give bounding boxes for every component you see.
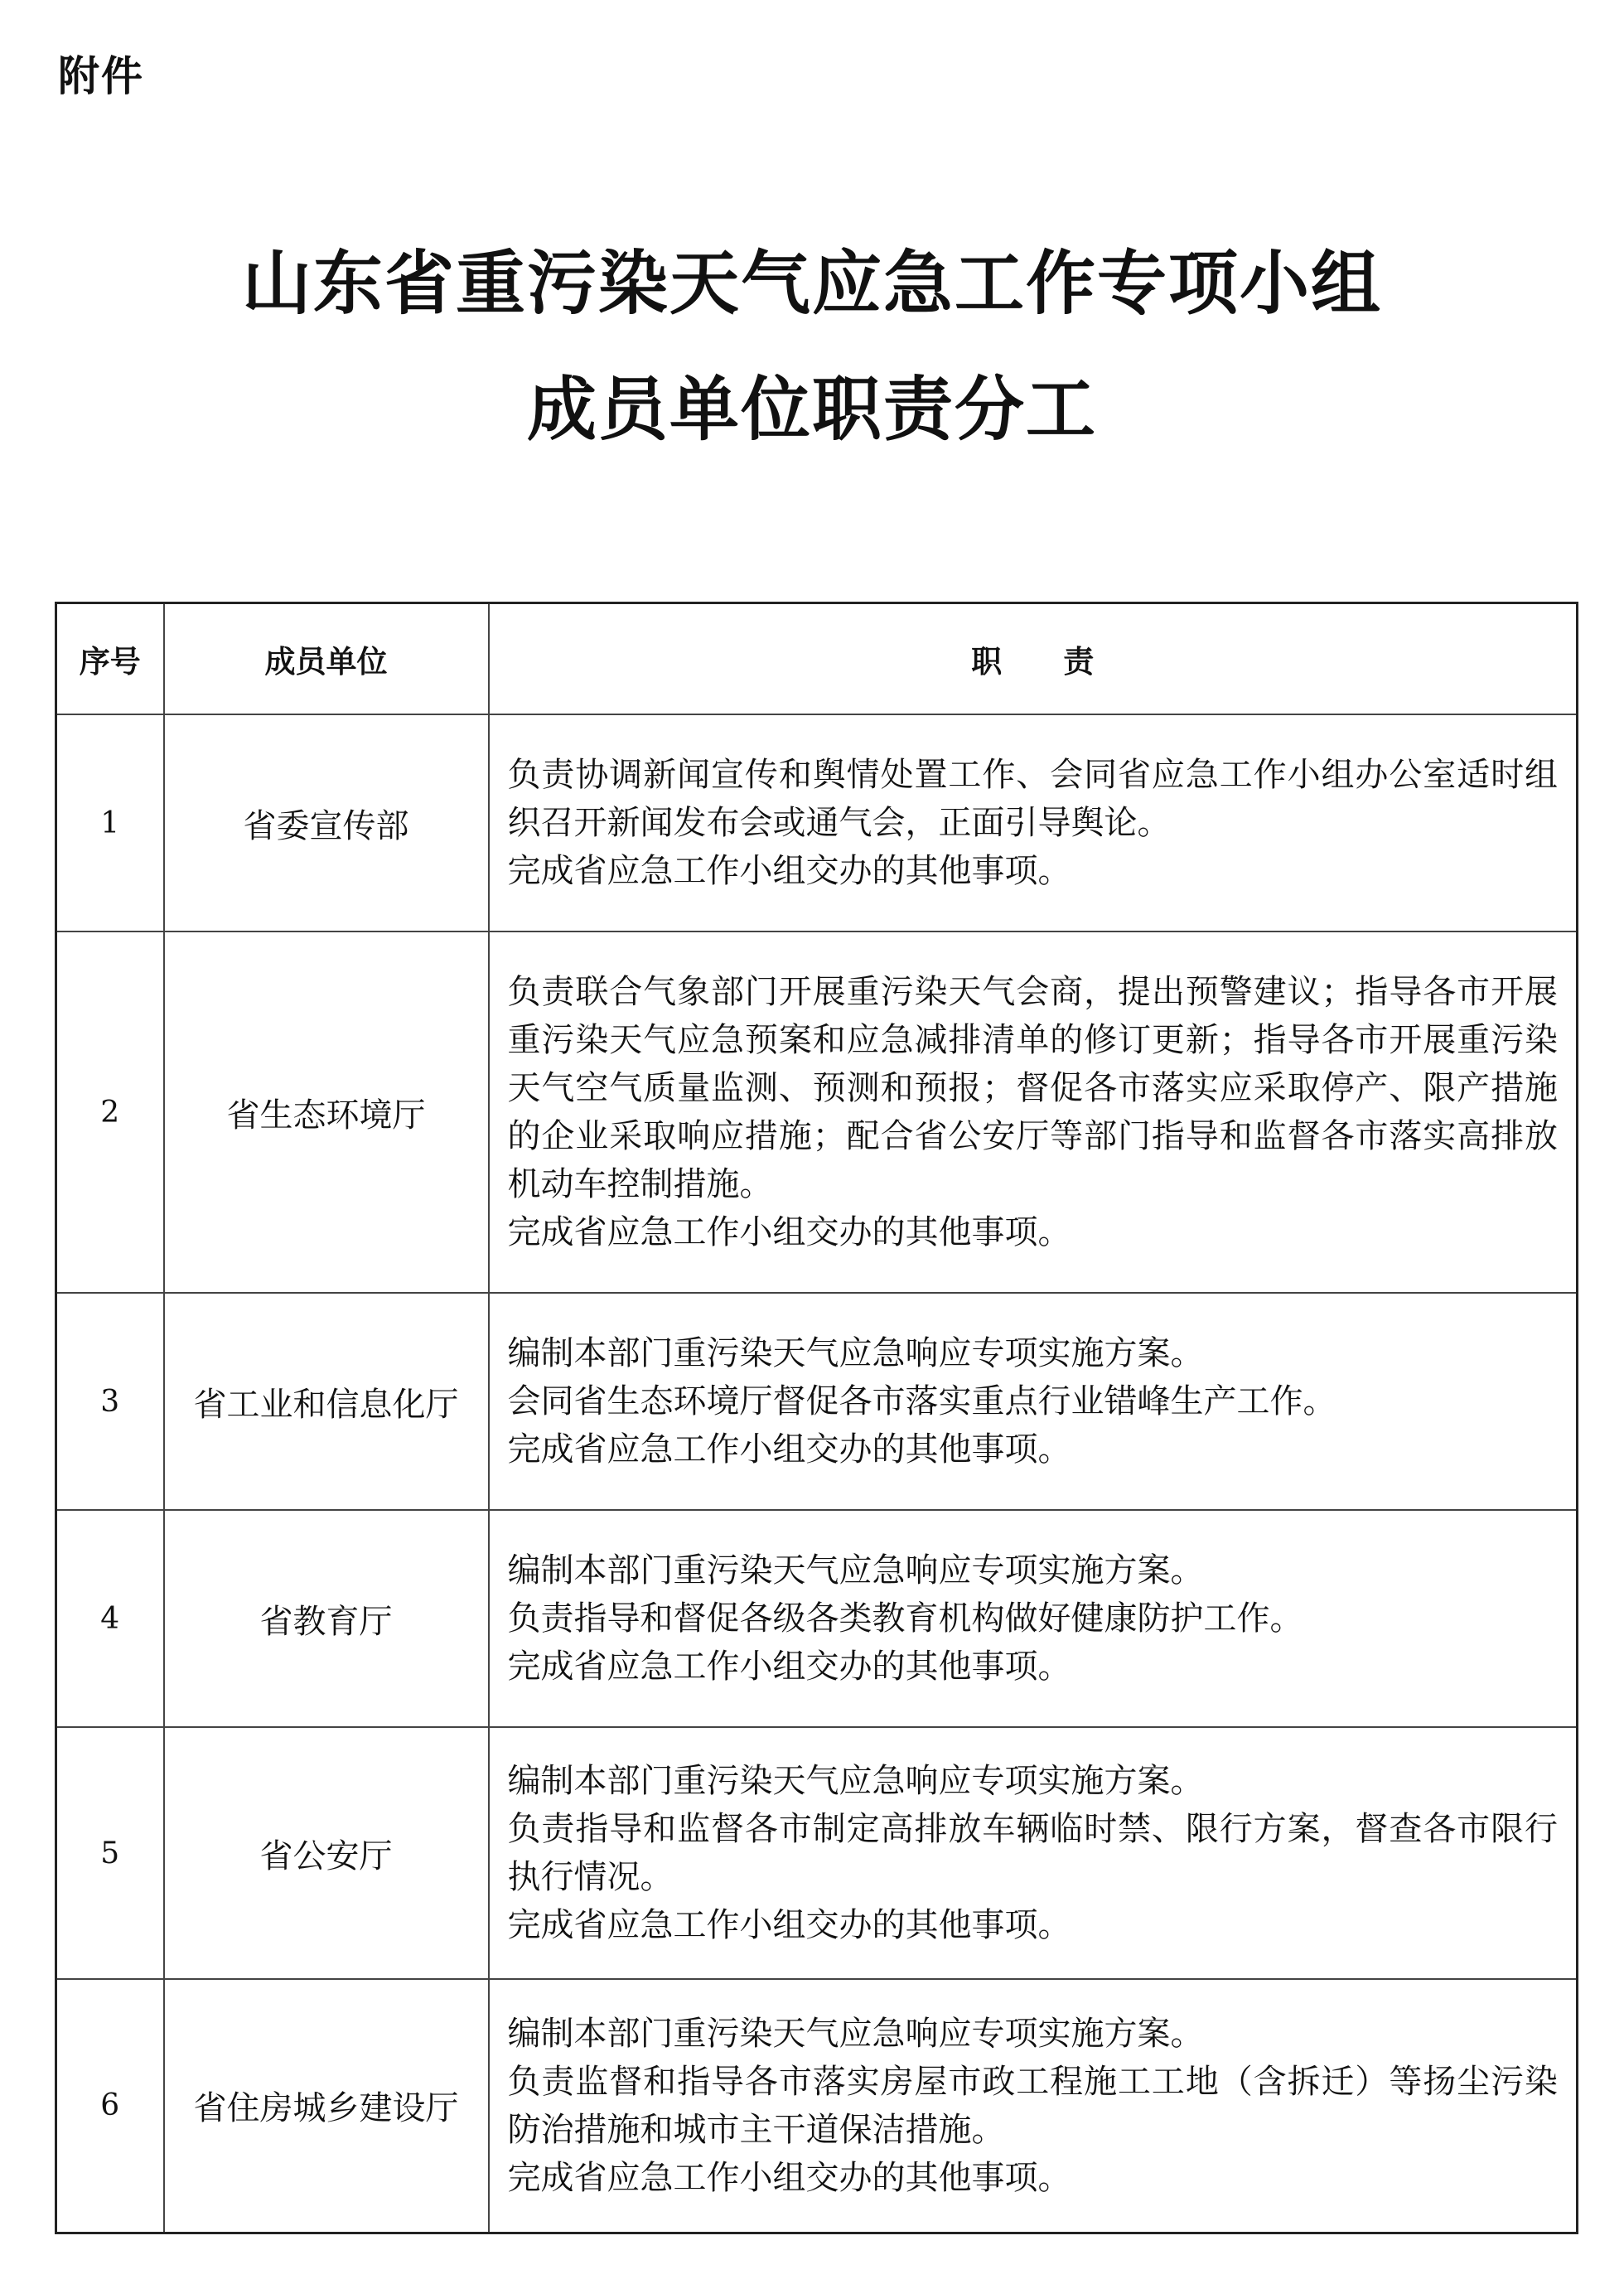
row-unit: 省委宣传部 bbox=[164, 714, 489, 932]
duty-line: 完成省应急工作小组交办的其他事项。 bbox=[507, 1648, 1071, 1686]
duty-table bbox=[55, 602, 1578, 2234]
row-unit: 省公安厅 bbox=[164, 1727, 489, 1979]
duty-line: 完成省应急工作小组交办的其他事项。 bbox=[507, 2158, 1071, 2197]
duty-line: 会同省生态环境厅督促各市落实重点行业错峰生产工作。 bbox=[507, 1382, 1336, 1420]
header-index: 序号 bbox=[56, 603, 164, 715]
row-duties bbox=[489, 1510, 1578, 1727]
row-index: 3 bbox=[56, 1293, 164, 1510]
table-row bbox=[56, 1510, 1578, 1727]
duty-line: 编制本部门重污染天气应急响应专项实施方案。 bbox=[507, 1762, 1204, 1800]
document-title-line-2: 成员单位职责分工 bbox=[526, 368, 1097, 450]
document-title-line-1: 山东省重污染天气应急工作专项小组 bbox=[241, 242, 1382, 324]
table-row bbox=[56, 1293, 1578, 1510]
row-duties bbox=[489, 1293, 1578, 1510]
duty-line: 负责联合气象部门开展重污染天气会商，提出预警建议；指导各市开展重污染天气应急预案和应急减排清单的修订更新；指导各市开展重污染天气空气质量监测、预测和预报；督促各市落实应采取停产、限产措施的企业采取响应措施；配合省公安厅等部门指导和监督各市落实高排放机动车控制措施。 bbox=[507, 973, 1558, 1203]
row-unit: 省工业和信息化厅 bbox=[164, 1293, 489, 1510]
table-header-row bbox=[56, 603, 1578, 715]
row-index: 5 bbox=[56, 1727, 164, 1979]
duty-line: 负责指导和监督各市制定高排放车辆临时禁、限行方案，督查各市限行执行情况。 bbox=[507, 1810, 1558, 1896]
attachment-label: 附件 bbox=[58, 52, 144, 100]
duty-line: 编制本部门重污染天气应急响应专项实施方案。 bbox=[507, 2014, 1204, 2053]
duty-line: 完成省应急工作小组交办的其他事项。 bbox=[507, 1906, 1071, 1944]
table-row bbox=[56, 1979, 1578, 2233]
duty-line: 完成省应急工作小组交办的其他事项。 bbox=[507, 1213, 1071, 1251]
row-index: 4 bbox=[56, 1510, 164, 1727]
row-unit: 省住房城乡建设厅 bbox=[164, 1979, 489, 2233]
row-duties bbox=[489, 714, 1578, 932]
table-row bbox=[56, 1727, 1578, 1979]
duty-line: 完成省应急工作小组交办的其他事项。 bbox=[507, 1430, 1071, 1469]
row-duties bbox=[489, 1727, 1578, 1979]
header-unit: 成员单位 bbox=[164, 603, 489, 715]
duty-line: 编制本部门重污染天气应急响应专项实施方案。 bbox=[507, 1334, 1204, 1372]
header-duty: 职 责 bbox=[489, 603, 1578, 715]
table-row bbox=[56, 714, 1578, 932]
row-unit: 省教育厅 bbox=[164, 1510, 489, 1727]
row-index: 1 bbox=[56, 714, 164, 932]
duty-line: 负责指导和督促各级各类教育机构做好健康防护工作。 bbox=[507, 1599, 1303, 1638]
duty-line: 负责协调新闻宣传和舆情处置工作、会同省应急工作小组办公室适时组织召开新闻发布会或通气会，正面引导舆论。 bbox=[507, 756, 1558, 842]
table-row bbox=[56, 932, 1578, 1293]
row-unit: 省生态环境厅 bbox=[164, 932, 489, 1293]
row-index: 2 bbox=[56, 932, 164, 1293]
duty-line: 编制本部门重污染天气应急响应专项实施方案。 bbox=[507, 1551, 1204, 1590]
duty-line: 负责监督和指导各市落实房屋市政工程施工工地（含拆迁）等扬尘污染防治措施和城市主干道保洁措施。 bbox=[507, 2062, 1558, 2149]
duty-line: 完成省应急工作小组交办的其他事项。 bbox=[507, 852, 1071, 890]
row-index: 6 bbox=[56, 1979, 164, 2233]
row-duties bbox=[489, 1979, 1578, 2233]
row-duties bbox=[489, 932, 1578, 1293]
